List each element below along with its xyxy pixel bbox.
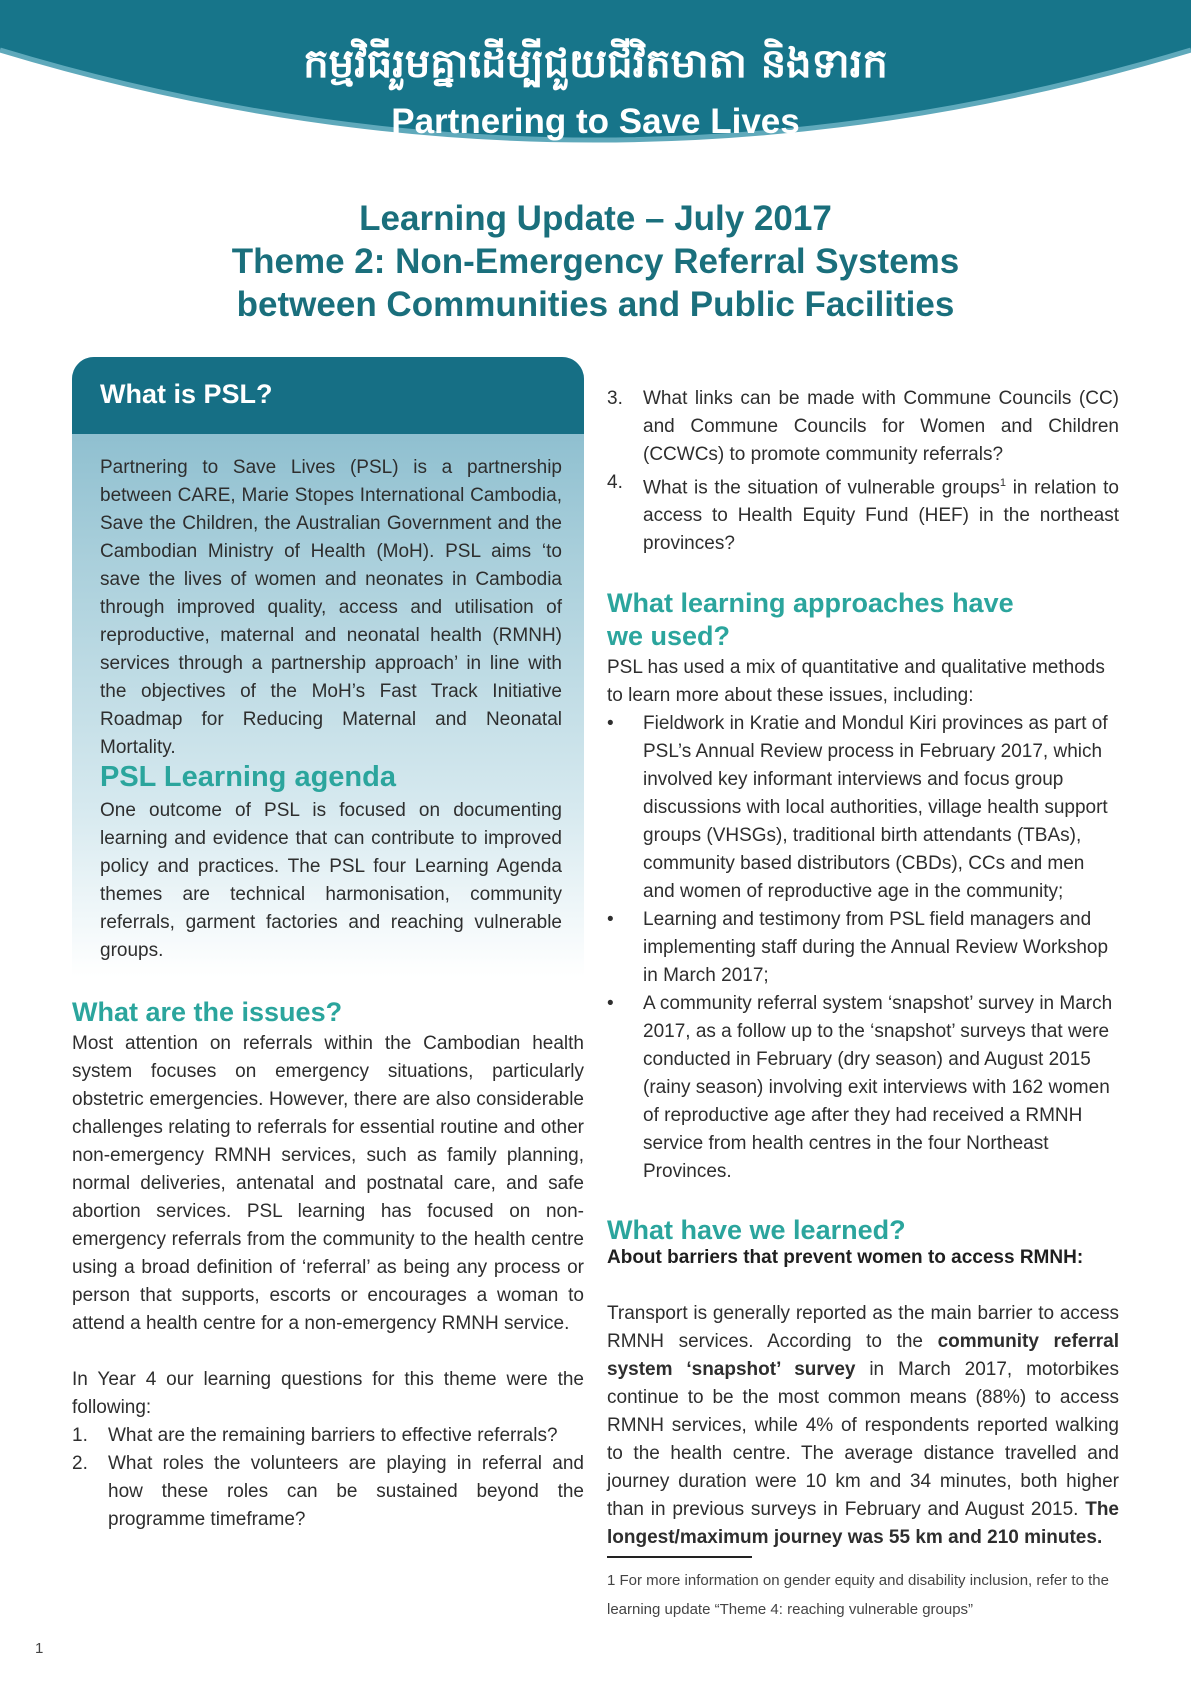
approaches-heading-line-2: we used?	[607, 621, 731, 651]
list-item	[72, 1422, 584, 1450]
list-text: What is the situation of vulnerable groups	[643, 477, 1000, 499]
list-item	[607, 710, 1119, 906]
psl-description: Partnering to Save Lives (PSL) is a partnership between CARE, Marie Stopes International Cambodia, Save the Children, the Australian Government and the Cambodian Ministry of Health (MoH). PSL aims ‘to save the lives of women and neonates in Cambodia through improved quality, access and utilisation of reproductive, maternal and neonatal health (RMNH) services through a partnership approach’ in line with the objectives of the MoH’s Fast Track Initiative Roadmap for Reducing Maternal and Neonatal Mortality.	[100, 457, 562, 758]
bullet-icon: •	[607, 713, 614, 734]
learned-subheading: About barriers that prevent women to access RMNH:	[607, 1247, 1084, 1268]
learned-paragraph	[607, 1300, 1119, 1552]
psl-agenda-heading: PSL Learning agenda	[100, 761, 396, 793]
approaches-bullet-list	[607, 710, 1119, 1186]
approaches-heading-line-1: What learning approaches have	[607, 588, 1014, 618]
list-item	[607, 385, 1119, 469]
learned-heading: What have we learned?	[607, 1215, 906, 1245]
psl-agenda-body: One outcome of PSL is focused on documenting learning and evidence that can contribute to improved policy and practices. The PSL four Learning Agenda themes are technical harmonisation, community referrals, garment factories and reaching vulnerable groups.	[100, 800, 562, 961]
banner-khmer-title: កម្មវិធីរួមគ្នាដើម្បីជួយជីវិតមាតា និងទារក	[303, 41, 888, 87]
list-item	[607, 990, 1119, 1186]
bullet-icon: •	[607, 909, 614, 930]
list-number: 1.	[72, 1425, 88, 1446]
footnote-ref: 1	[999, 477, 1007, 489]
title-line-1: Learning Update – July 2017	[359, 199, 832, 238]
bullet-icon: •	[607, 993, 614, 1014]
questions-list-part-2	[607, 385, 1119, 558]
list-item	[607, 469, 1119, 558]
page-number: 1	[35, 1640, 44, 1657]
learned-bold-1: community referral system ‘snapshot’ survey	[607, 1331, 1119, 1380]
list-text: What links can be made with Commune Councils (CC) and Commune Councils for Women and Children (CCWCs) to promote community referrals?	[643, 388, 1119, 465]
list-text: in relation to access to Health Equity Fund (HEF) in the northeast provinces?	[643, 477, 1119, 555]
list-item	[72, 1450, 584, 1534]
issues-body: Most attention on referrals within the Cambodian health system focuses on emergency situations, particularly obstetric emergencies. However, there are also considerable challenges relating to referrals for essential routine and other non-emergency RMNH services, such as family planning, normal deliveries, antenatal and postnatal care, and safe abortion services. PSL learning has focused on non-emergency referrals from the community to the health centre using a broad definition of ‘referral’ as being any process or person that supports, escorts or encourages a woman to attend a health centre for a non-emergency RMNH service.	[72, 1033, 584, 1334]
psl-box-heading: What is PSL?	[100, 379, 273, 409]
header-banner	[0, 0, 1191, 190]
list-number: 2.	[72, 1453, 88, 1474]
title-line-2: Theme 2: Non-Emergency Referral Systems	[231, 242, 960, 281]
footnote: 1 For more information on gender equity and disability inclusion, refer to the learning update “Theme 4: reaching vulnerable groups”	[607, 1572, 1109, 1618]
list-number: 4.	[607, 472, 623, 493]
list-item	[607, 906, 1119, 990]
learned-bold-2: The longest/maximum journey was 55 km and 210 minutes.	[607, 1499, 1119, 1548]
list-number: 3.	[607, 388, 623, 409]
issues-heading: What are the issues?	[72, 997, 343, 1027]
learned-text-1: Transport is generally reported as the main barrier to access RMNH services. According to the	[607, 1303, 1119, 1352]
approaches-heading	[607, 587, 1119, 653]
list-text: What are the remaining barriers to effective referrals?	[108, 1425, 558, 1446]
questions-intro: In Year 4 our learning questions for this theme were the following:	[72, 1369, 584, 1418]
approaches-intro: PSL has used a mix of quantitative and qualitative methods to learn more about these issues, including:	[607, 657, 1105, 706]
banner-subtitle: Partnering to Save Lives	[391, 102, 800, 141]
questions-list-part-1	[72, 1422, 584, 1534]
title-line-3: between Communities and Public Facilities	[236, 285, 955, 324]
learned-text-2: in March 2017, motorbikes continue to be the most common means (88%) to access RMNH services, while 4% of respondents reported walking to the health centre. The average distance travelled and journey duration were 10 km and 34 minutes, both higher than in previous surveys in February and August 2015.	[607, 1359, 1119, 1520]
list-text: Learning and testimony from PSL field managers and implementing staff during the Annual Review Workshop in March 2017;	[643, 909, 1109, 986]
list-text: What roles the volunteers are playing in referral and how these roles can be sustained beyond the programme timeframe?	[108, 1453, 584, 1530]
psl-box-header	[72, 357, 584, 434]
what-is-psl-box	[72, 357, 584, 977]
footnote-divider	[607, 1556, 752, 1558]
list-text: A community referral system ‘snapshot’ survey in March 2017, as a follow up to the ‘snapshot’ surveys that were conducted in February (dry season) and August 2015 (rainy season) involving exit interviews with 162 women of reproductive age after they had received a RMNH service from health centres in the four Northeast Provinces.	[643, 993, 1113, 1182]
list-text: Fieldwork in Kratie and Mondul Kiri provinces as part of PSL’s Annual Review process in February 2017, which involved key informant interviews and focus group discussions with local authorities, village health support groups (VHSGs), traditional birth attendants (TBAs), community based distributors (CBDs), CCs and men and women of reproductive age in the community;	[643, 713, 1108, 902]
